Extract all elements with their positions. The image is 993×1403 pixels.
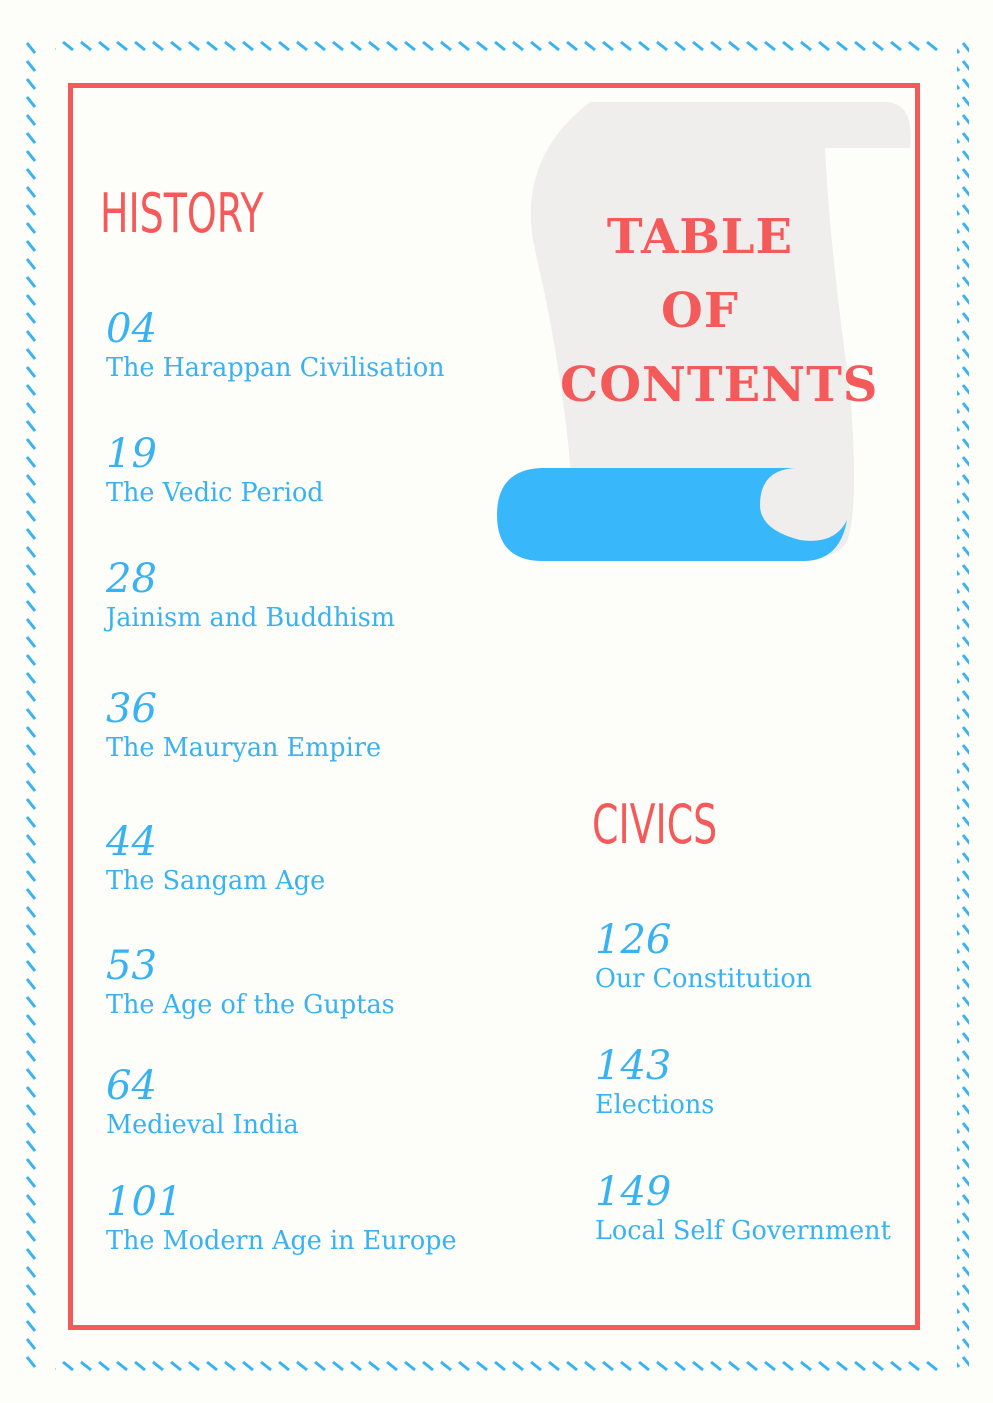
toc-entry[interactable] <box>106 432 328 510</box>
toc-entry[interactable] <box>106 1064 303 1142</box>
page-number: 36 <box>106 686 157 732</box>
chapter-title: The Mauryan Empire <box>106 733 382 763</box>
toc-entry[interactable] <box>595 1044 717 1122</box>
chapter-title: The Sangam Age <box>106 866 326 896</box>
table-of-contents-title <box>560 200 879 422</box>
page-number: 44 <box>106 819 157 865</box>
toc-entry[interactable] <box>106 307 452 385</box>
toc-entry[interactable] <box>106 687 387 765</box>
toc-entry[interactable] <box>595 1170 897 1248</box>
page-number: 64 <box>106 1063 157 1109</box>
history-heading: HISTORY <box>100 182 264 245</box>
toc-entry[interactable] <box>106 1180 464 1258</box>
page-number: 143 <box>595 1043 672 1089</box>
chapter-title: The Vedic Period <box>106 478 324 508</box>
page-number: 28 <box>106 556 157 602</box>
page-number: 04 <box>106 306 157 352</box>
page-number: 126 <box>595 917 672 963</box>
title-line-2: OF <box>661 283 739 339</box>
chapter-title: Elections <box>595 1090 715 1120</box>
chapter-title: The Age of the Guptas <box>106 990 395 1020</box>
page-number: 149 <box>595 1169 672 1215</box>
chapter-title: Medieval India <box>106 1110 299 1140</box>
chapter-title: Our Constitution <box>595 964 813 994</box>
toc-entry[interactable] <box>106 557 401 635</box>
title-line-1: TABLE <box>606 209 794 265</box>
page-number: 101 <box>106 1179 183 1225</box>
toc-entry[interactable] <box>106 944 401 1022</box>
chapter-title: The Modern Age in Europe <box>106 1226 457 1256</box>
chapter-title: Local Self Government <box>595 1216 891 1246</box>
title-line-3: CONTENTS <box>560 357 879 413</box>
chapter-title: Jainism and Buddhism <box>106 603 396 633</box>
civics-heading: CIVICS <box>592 793 718 856</box>
toc-entry[interactable] <box>106 820 330 898</box>
page-number: 19 <box>106 431 157 477</box>
toc-entry[interactable] <box>595 918 817 996</box>
chapter-title: The Harappan Civilisation <box>106 353 445 383</box>
page-number: 53 <box>106 943 157 989</box>
